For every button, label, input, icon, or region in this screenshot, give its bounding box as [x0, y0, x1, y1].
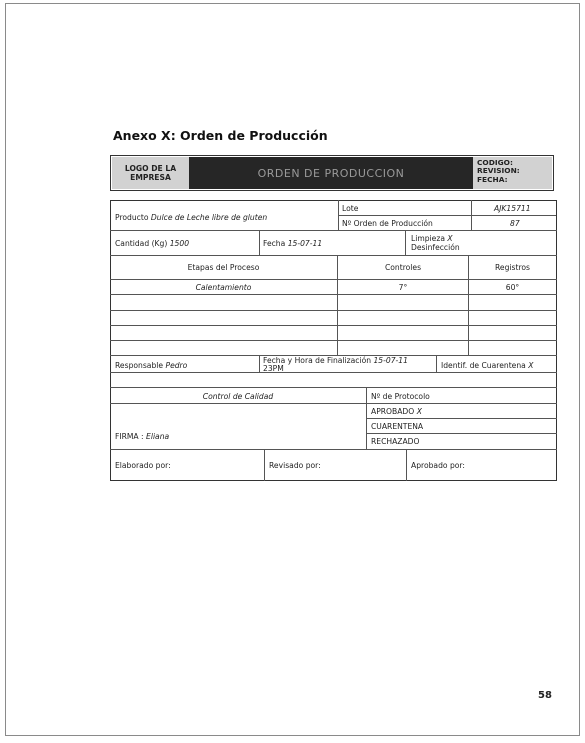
- fecha-label: FECHA:: [477, 174, 508, 184]
- col-divider: [406, 449, 407, 481]
- responsable-label: Responsable: [115, 361, 164, 370]
- fecha-field: [263, 239, 322, 248]
- row-divider: [110, 294, 557, 295]
- responsable-value: Pedro: [165, 361, 188, 370]
- col-divider: [259, 355, 260, 372]
- row-divider: [110, 372, 557, 373]
- header-registros: Registros: [494, 263, 531, 272]
- aprobado-mark: X: [416, 407, 422, 416]
- revision-label: REVISION:: [477, 166, 520, 176]
- elaborado-label: Elaborado por:: [115, 461, 171, 470]
- logo-line-2: EMPRESA: [130, 173, 171, 182]
- header-controles: Controles: [384, 263, 422, 272]
- table-cell-etapa: Calentamiento: [195, 283, 252, 292]
- limpieza-label: Limpieza: [411, 234, 445, 243]
- aprobado-label: APROBADO: [371, 407, 415, 416]
- form-title: ORDEN DE PRODUCCION: [189, 157, 473, 189]
- row-divider: [338, 215, 556, 216]
- page-number: 58: [538, 690, 552, 701]
- col-divider: [259, 230, 260, 255]
- row-divider: [110, 310, 557, 311]
- producto-value: Dulce de Leche libre de gluten: [150, 213, 268, 222]
- cuarentena-label: CUARENTENA: [371, 422, 424, 431]
- col-divider: [471, 200, 472, 230]
- document-codes: [473, 157, 552, 189]
- control-calidad-title: Control de Calidad: [202, 392, 274, 401]
- protocolo-label: Nº de Protocolo: [371, 392, 430, 401]
- limpieza-field: [411, 234, 453, 243]
- lote-label: Lote: [342, 204, 359, 213]
- cantidad-field: [115, 239, 189, 248]
- orden-label: Nº Orden de Producción: [342, 219, 433, 228]
- row-divider: [110, 325, 557, 326]
- producto-label: Producto: [115, 213, 149, 222]
- finalizacion-value: 15-07-11: [373, 356, 408, 365]
- row-divider: [110, 230, 557, 231]
- company-logo-placeholder: [112, 157, 189, 189]
- cantidad-value: 1500: [169, 239, 190, 248]
- annex-heading: Anexo X: Orden de Producción: [113, 128, 328, 143]
- row-divider: [110, 449, 557, 450]
- limpieza-value: X: [447, 234, 453, 243]
- table-cell-control: 7°: [398, 283, 408, 292]
- cantidad-label: Cantidad (Kg): [115, 239, 168, 248]
- finalizacion-label: Fecha y Hora de Finalización: [263, 356, 372, 365]
- row-divider: [366, 433, 557, 434]
- firma-value: Eliana: [146, 432, 170, 441]
- producto-field: [115, 213, 267, 222]
- responsable-field: [115, 361, 187, 370]
- rechazado-label: RECHAZADO: [371, 437, 420, 446]
- row-divider: [110, 403, 366, 404]
- header-etapas: Etapas del Proceso: [187, 263, 260, 272]
- row-divider: [366, 403, 557, 404]
- row-divider: [110, 255, 557, 256]
- col-divider: [366, 387, 367, 449]
- col-divider: [264, 449, 265, 481]
- codigo-label: CODIGO:: [477, 158, 513, 167]
- aprobado-field: [371, 407, 422, 416]
- fecha-field-value: 15-07-11: [287, 239, 323, 248]
- orden-value: 87: [510, 219, 520, 228]
- finalizacion-field: [263, 356, 408, 365]
- cuarentena-field: [441, 361, 533, 370]
- row-divider: [110, 340, 557, 341]
- logo-line-1: LOGO DE LA: [124, 164, 177, 173]
- fecha-field-label: Fecha: [263, 239, 286, 248]
- col-divider: [405, 230, 406, 255]
- row-divider: [366, 418, 557, 419]
- col-divider: [436, 355, 437, 372]
- cuarentena-id-label: Identif. de Cuarentena: [441, 361, 526, 370]
- col-divider: [338, 200, 339, 230]
- firma-field: [115, 432, 169, 441]
- aprobado-por-label: Aprobado por:: [411, 461, 465, 470]
- row-divider: [110, 387, 557, 388]
- cuarentena-id-value: X: [528, 361, 534, 370]
- finalizacion-hora: 23PM: [263, 364, 284, 373]
- table-cell-registro: 60°: [505, 283, 520, 292]
- firma-label: FIRMA :: [115, 432, 144, 441]
- lote-value: AJK15711: [494, 204, 531, 213]
- revisado-label: Revisado por:: [269, 461, 321, 470]
- desinfeccion-label: Desinfección: [411, 243, 460, 252]
- row-divider: [110, 279, 557, 280]
- form-header: [110, 155, 554, 191]
